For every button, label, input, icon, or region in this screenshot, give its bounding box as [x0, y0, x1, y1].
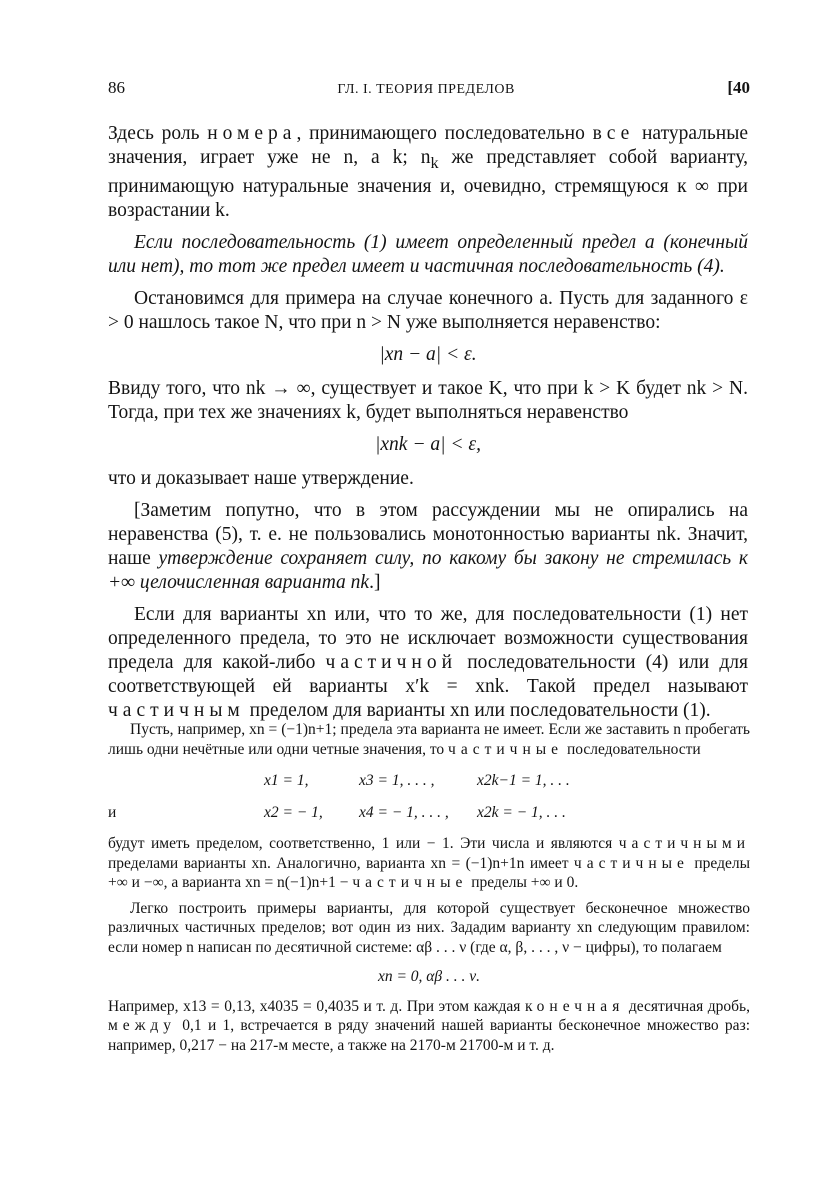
spaced-word: все [592, 123, 635, 144]
subscript: k [430, 153, 439, 172]
text-run: пределы +∞ и −∞, а варианта xn = n(−1)n+1 − [108, 854, 750, 891]
main-text [108, 122, 748, 731]
text-run: последовательности (4) или для соответствующей ей варианты x′k = xnk. Такой предел называют [108, 651, 748, 697]
formula-row-even [108, 803, 750, 823]
paragraph-5: что и доказывает наше утверждение. [108, 467, 414, 489]
small-paragraph-4 [108, 997, 750, 1056]
formula-cell: x2k = − 1, . . . [477, 803, 566, 821]
running-header [108, 78, 750, 102]
text-run: Если для варианты xn или, что то же, для последовательности (1) нет определенного предела, то это не исключает возможности существования предела для какой-либо [108, 603, 748, 673]
formula-2: |xnk − a| < ε, [375, 433, 481, 455]
spaced-word: конечная [524, 997, 625, 1015]
formula-cell: x4 = − 1, . . . , [359, 803, 449, 821]
text-run: , принимающего последовательно [296, 123, 593, 144]
text-run: будут иметь пределом, соответственно, 1 или − 1. Эти числа и являются [108, 835, 619, 852]
spaced-word: частичные [573, 854, 689, 872]
formula-1: |xn − a| < ε. [379, 343, 477, 365]
formula-cell: x2k−1 = 1, . . . [477, 772, 570, 789]
spaced-word: частичные [352, 874, 468, 891]
italic-run: утверждение сохраняет силу, по какому бы закону не стремилась к +∞ целочисленная варианта nk [108, 547, 748, 593]
paragraph-7 [108, 603, 748, 723]
spaced-word: номера [207, 123, 297, 144]
text-run: последовательности [563, 740, 701, 758]
small-paragraph-3: Легко построить примеры варианты, для которой существует бесконечное множество различных частичных пределов; вот один из них. Зададим варианту xn следующим правилом: если номер n написан по десятичной системе: αβ . . . ν (где α, β, . . . , ν − цифры), то полагаем [108, 899, 750, 956]
text-run: 0,1 и 1, встречается в ряду значений нашей варианты бесконечное множество раз: например, 0,217 − на 217-м месте, а также на 2170-м 21700-м и т. д. [108, 1017, 750, 1054]
paragraph-4: Ввиду того, что nk → ∞, существует и такое K, что при k > K будет nk > N. Тогда, при тех же значениях k, будет выполняться неравенство [108, 377, 748, 423]
spaced-word: частичным [108, 699, 245, 721]
spaced-word: частичной [325, 651, 458, 673]
small-paragraph-1 [108, 720, 750, 759]
spaced-word: частичные [448, 740, 564, 758]
text-run: Например, x13 = 0,13, x4035 = 0,4035 и т. д. При этом каждая [108, 997, 525, 1015]
text-run: пределом для варианты xn или последовательности (1). [244, 699, 711, 721]
text-run: натуральные значения, играет уже не n, а k; n [108, 123, 748, 168]
spaced-word: частичными [618, 835, 750, 852]
paragraph-3: Остановимся для примера на случае конечного a. Пусть для заданного ε > 0 нашлось такое N, что при n > N уже выполняется неравенство: [108, 287, 748, 333]
chapter-title: ГЛ. I. ТЕОРИЯ ПРЕДЕЛОВ [337, 82, 515, 97]
text-run: Пусть, например, xn = (−1)n+1; предела эта варианта не имеет. Если же заставить n пробегать лишь одни нечётные или одни четные значения, то [108, 721, 750, 758]
text-run: [Заметим попутно, что в этом рассуждении мы не опирались на неравенства (5), т. е. не пользовались монотонностью варианты nk. Значит, наше [108, 499, 748, 569]
text-run: пределами варианты xn. Аналогично, варианта xn = (−1)n+1n имеет [108, 854, 574, 872]
formula-cell: x1 = 1, [264, 772, 309, 789]
remark-paragraph [108, 499, 748, 595]
text-run: десятичная дробь, [624, 997, 750, 1015]
formula-cell: x2 = − 1, [264, 803, 323, 821]
text-run: .] [369, 571, 381, 593]
spaced-word: между [108, 1017, 177, 1034]
theorem-statement: Если последовательность (1) имеет определенный предел a (конечный или нет), то тот же предел имеет и частичная последовательность (4). [108, 231, 748, 277]
small-print-section [108, 720, 750, 1061]
text-run: Здесь роль [108, 123, 208, 144]
formula-row-odd [108, 771, 750, 791]
formula-cell: x3 = 1, . . . , [359, 772, 435, 789]
text-run: пределы +∞ и 0. [467, 874, 579, 891]
paragraph-1 [108, 122, 748, 223]
conjunction-word: и [108, 803, 117, 821]
text-run: же представляет собой варианту, принимающую натуральные значения и, очевидно, стремящуюся к ∞ при возрастании k. [108, 147, 748, 221]
page-number: 86 [108, 78, 125, 97]
small-paragraph-2 [108, 834, 750, 893]
section-number: [40 [727, 78, 750, 97]
formula-3: xn = 0, αβ . . . ν. [377, 968, 481, 985]
